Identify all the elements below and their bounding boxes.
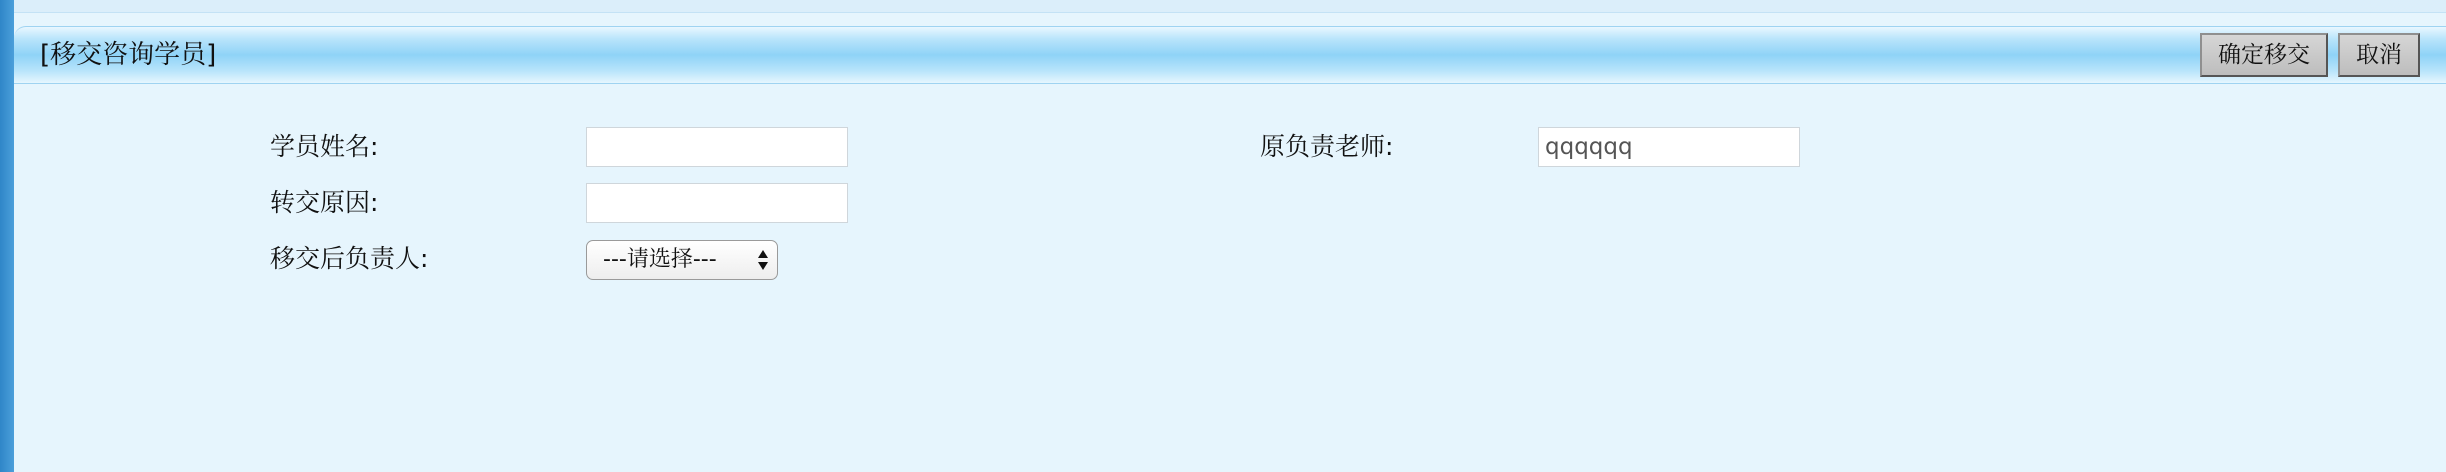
cancel-button[interactable]: 取消 [2338,33,2420,77]
confirm-transfer-button[interactable]: 确定移交 [2200,33,2328,77]
new-owner-label: 移交后负责人: [270,244,429,273]
new-owner-selected-value: ---请选择--- [603,247,717,272]
transfer-reason-input[interactable] [586,183,848,223]
left-rail [0,0,14,472]
student-name-label: 学员姓名: [270,132,379,161]
new-owner-select[interactable] [586,240,778,280]
transfer-reason-label: 转交原因: [270,188,379,217]
student-name-input[interactable] [586,127,848,167]
title-bar [14,26,2446,84]
select-arrows-icon [757,247,769,273]
original-teacher-input[interactable] [1538,127,1800,167]
page-title: [移交咨询学员] [40,40,217,70]
original-teacher-label: 原负责老师: [1260,132,1394,161]
top-strip [0,0,2446,13]
